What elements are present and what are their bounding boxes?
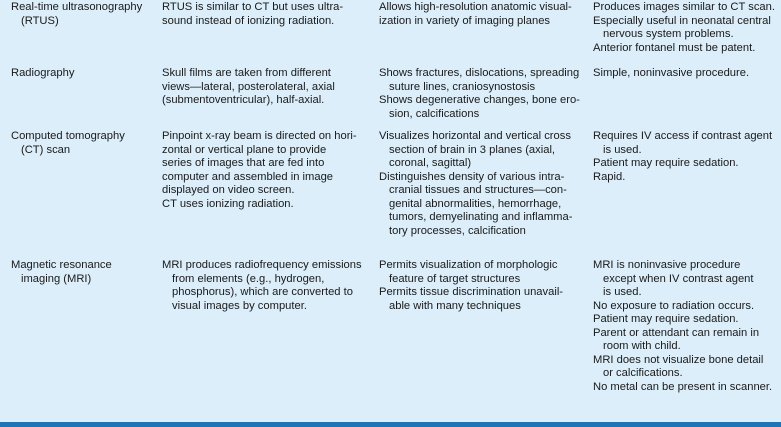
text-line: from elements (e.g., hydrogen, — [172, 272, 325, 285]
description-cell — [162, 1, 367, 31]
text-line: displayed on video screen. — [162, 184, 295, 196]
test-name-cell — [11, 1, 143, 28]
test-name-line: (CT) scan — [21, 143, 71, 156]
text-line: Rapid. — [593, 170, 626, 183]
text-line: ization in variety of imaging planes — [379, 14, 551, 27]
bottom-rule — [0, 422, 781, 427]
text-line: nervous system problems. — [603, 28, 734, 40]
text-line: tumors, demyelinating and inflamma- — [389, 211, 573, 223]
text-line: No exposure to radiation occurs. — [593, 299, 755, 312]
text-line: MRI produces radiofrequency emissions — [162, 259, 362, 271]
purpose-entry — [379, 259, 579, 286]
text-line: MRI is noninvasive procedure — [593, 259, 741, 271]
text-line: Patient may require sedation. — [593, 313, 739, 325]
text-line: Requires IV access if contrast agent — [593, 130, 773, 142]
text-line: Parent or attendant can remain in — [593, 326, 760, 339]
text-line: Pinpoint x-ray beam is directed on hori- — [162, 130, 357, 142]
text-line: feature of target structures — [389, 272, 521, 285]
text-line: cranial tissues and structures—con- — [389, 184, 567, 196]
text-line: Visualizes horizontal and vertical cross — [379, 130, 571, 142]
text-line: Especially useful in neonatal central — [593, 14, 771, 27]
test-name-line: Magnetic resonance — [11, 259, 112, 271]
text-line: suture lines, craniosynostosis — [389, 80, 536, 93]
text-line: Allows high-resolution anatomic visual- — [379, 1, 572, 13]
test-name-cell — [11, 259, 131, 286]
comment-entry — [593, 171, 777, 185]
text-line: is used. — [603, 286, 642, 298]
purpose-entry — [379, 1, 579, 28]
text-line: phosphorus), which are converted to — [172, 286, 353, 298]
description-cell — [162, 130, 367, 214]
text-line: MRI does not visualize bone detail — [593, 353, 764, 366]
purpose-entry — [379, 94, 579, 121]
text-line: series of images that are fed into — [162, 157, 325, 169]
test-name-cell — [11, 130, 131, 157]
text-line: Shows degenerative changes, bone ero- — [379, 94, 580, 106]
purpose-entry — [379, 130, 579, 171]
text-line: views—lateral, posterolateral, axial — [162, 80, 335, 93]
text-line: visual images by computer. — [172, 299, 307, 312]
test-name-line: Real-time ultrasonography — [11, 1, 143, 13]
text-line: computer and assembled in image — [162, 170, 334, 183]
text-line: sound instead of ionizing radiation. — [162, 14, 335, 27]
text-line: Skull films are taken from different — [162, 67, 331, 79]
text-line: Permits visualization of morphologic — [379, 259, 558, 271]
text-line: Shows fractures, dislocations, spreading — [379, 67, 580, 79]
text-line: (submentoventricular), half-axial. — [162, 94, 325, 106]
test-name-line: imaging (MRI) — [21, 272, 92, 285]
test-name-cell — [11, 67, 131, 81]
description-entry — [162, 130, 367, 198]
text-line: CT uses ionizing radiation. — [162, 197, 294, 210]
purpose-cell — [379, 259, 579, 316]
description-cell — [162, 67, 367, 111]
test-name-line: Computed tomography — [11, 130, 125, 142]
text-line: genital abnormalities, hemorrhage, — [389, 197, 562, 210]
comment-entry — [593, 300, 777, 314]
comment-entry — [593, 67, 777, 81]
comments-cell — [593, 259, 777, 394]
comment-entry — [593, 259, 777, 300]
description-entry — [162, 198, 367, 212]
description-entry — [162, 67, 367, 108]
text-line: able with many techniques — [389, 299, 521, 312]
text-line: Patient may require sedation. — [593, 157, 739, 169]
purpose-entry — [379, 171, 579, 239]
comment-entry — [593, 313, 777, 327]
text-line: RTUS is similar to CT but uses ultra- — [162, 1, 344, 13]
comment-entry — [593, 381, 777, 395]
purpose-entry — [379, 286, 579, 313]
text-line: section of brain in 3 planes (axial, — [389, 143, 556, 156]
comments-cell — [593, 67, 777, 84]
text-line: tory processes, calcification — [389, 224, 526, 237]
text-line: except when IV contrast agent — [603, 272, 754, 285]
comment-entry — [593, 157, 777, 171]
comment-entry — [593, 354, 777, 381]
purpose-entry — [379, 67, 579, 94]
text-line: zontal or vertical plane to provide — [162, 143, 327, 156]
text-line: Produces images similar to CT scan. — [593, 1, 775, 13]
purpose-cell — [379, 130, 579, 241]
text-line: Distinguishes density of various intra- — [379, 170, 565, 183]
test-name-line: (RTUS) — [21, 14, 59, 27]
description-cell — [162, 259, 367, 316]
text-line: sion, calcifications — [389, 107, 480, 120]
purpose-cell — [379, 1, 579, 31]
text-line: coronal, sagittal) — [389, 157, 472, 169]
text-line: or calcifications. — [603, 367, 683, 379]
comment-entry — [593, 15, 777, 42]
text-line: Permits tissue discrimination unavail- — [379, 286, 564, 298]
comments-cell — [593, 130, 777, 187]
comment-entry — [593, 327, 777, 354]
purpose-cell — [379, 67, 579, 124]
comment-entry — [593, 1, 777, 15]
description-entry — [162, 1, 367, 28]
description-entry — [162, 259, 367, 313]
text-line: Anterior fontanel must be patent. — [593, 41, 756, 54]
comment-entry — [593, 42, 777, 56]
text-line: No metal can be present in scanner. — [593, 380, 773, 393]
text-line: is used. — [603, 143, 642, 156]
test-name-line: Radiography — [11, 67, 75, 79]
text-line: Simple, noninvasive procedure. — [593, 67, 750, 79]
comments-cell — [593, 1, 777, 58]
comment-entry — [593, 130, 777, 157]
text-line: room with child. — [603, 340, 681, 352]
